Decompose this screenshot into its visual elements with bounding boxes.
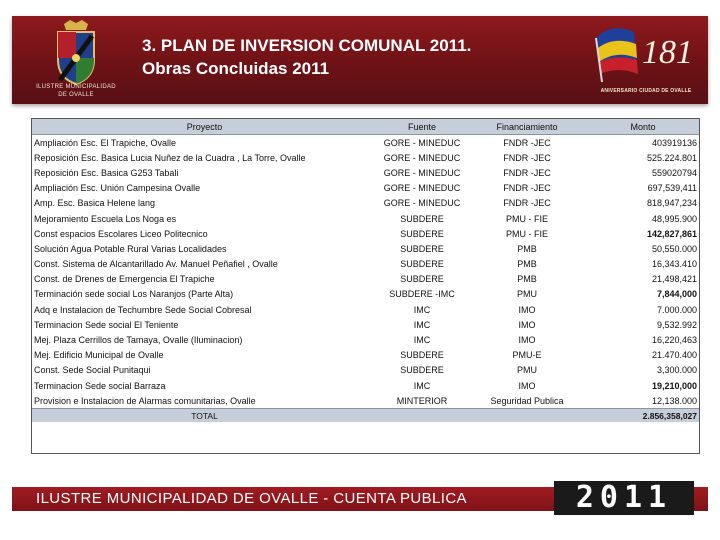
municipal-crest-logo [26, 20, 126, 102]
cell-fuente: GORE - MINEDUC [383, 152, 461, 163]
column-header: Fuente [377, 119, 467, 135]
cell-monto: 16,220,463 [651, 335, 697, 346]
cell-proyecto: Terminacion Sede social Barraza [34, 380, 166, 391]
cell-monto: 21.470.400 [651, 350, 697, 361]
column-header: Proyecto [32, 119, 377, 135]
table-row [32, 302, 699, 317]
cell-proyecto: Reposición Esc. Basica G253 Tabali [34, 167, 179, 178]
column-header: Monto [587, 119, 699, 135]
table-row [32, 393, 699, 409]
table-row [32, 135, 699, 151]
total-value: 2.856,358,027 [587, 409, 699, 423]
cell-monto: 7.000.000 [656, 304, 697, 315]
cell-fuente: SUBDERE [400, 228, 444, 239]
cell-proyecto: Terminación sede social Los Naranjos (Parte Alta) [34, 289, 234, 300]
cell-proyecto: Ampliación Esc. El Trapiche, Ovalle [34, 137, 177, 148]
cell-fuente: SUBDERE -IMC [389, 289, 455, 300]
table-row [32, 317, 699, 332]
total-row [32, 409, 699, 423]
shield-icon [26, 20, 126, 86]
cell-monto: 7,844,000 [656, 289, 697, 300]
cell-proyecto: Solución Agua Potable Rural Varias Localidades [34, 243, 227, 254]
table-row [32, 363, 699, 378]
cell-proyecto: Mej. Edificio Municipal de Ovalle [34, 350, 164, 361]
cell-financiamiento: PMU [517, 365, 537, 376]
cell-fuente: SUBDERE [400, 213, 444, 224]
cell-monto: 48,995.900 [651, 213, 697, 224]
cell-monto: 50,550.000 [651, 243, 697, 254]
header-banner [12, 16, 708, 104]
cell-financiamiento: IMO [518, 319, 536, 330]
cell-monto: 142,827,861 [646, 228, 697, 239]
cell-monto: 403919136 [651, 137, 697, 148]
table-row [32, 196, 699, 211]
cell-proyecto: Mejoramiento Escuela Los Noga es [34, 213, 177, 224]
cell-financiamiento: PMB [517, 243, 537, 254]
cell-financiamiento: FNDR -JEC [503, 167, 551, 178]
page-title: 3. PLAN DE INVERSION COMUNAL 2011. [142, 36, 472, 55]
cell-proyecto: Const. de Drenes de Emergencia El Trapiche [34, 274, 215, 285]
table-row [32, 150, 699, 165]
cell-proyecto: Ampliación Esc. Unión Campesina Ovalle [34, 183, 201, 194]
cell-proyecto: Terminacion Sede social El Teniente [34, 319, 179, 330]
cell-proyecto: Provision e Instalacion de Alarmas comunitarias, Ovalle [34, 395, 256, 406]
cell-fuente: SUBDERE [400, 350, 444, 361]
table-body [32, 135, 699, 423]
column-header: Financiamiento [467, 119, 587, 135]
table-row [32, 287, 699, 302]
cell-financiamiento: PMU-E [512, 350, 542, 361]
cell-financiamiento: FNDR -JEC [503, 198, 551, 209]
cell-financiamiento: IMO [518, 335, 536, 346]
cell-proyecto: Amp. Esc. Basica Helene lang [34, 198, 156, 209]
cell-financiamiento: FNDR -JEC [503, 137, 551, 148]
cell-financiamiento: FNDR -JEC [503, 183, 551, 194]
cell-fuente: SUBDERE [400, 365, 444, 376]
total-empty [377, 409, 587, 423]
cell-monto: 12,138.000 [651, 395, 697, 406]
cell-fuente: SUBDERE [400, 243, 444, 254]
cell-financiamiento: Seguridad Publica [490, 395, 564, 406]
cell-proyecto: Mej. Plaza Cerrillos de Tamaya, Ovalle (Iluminacion) [34, 335, 243, 346]
cell-fuente: IMC [413, 380, 431, 391]
cell-proyecto: Const espacios Escolares Liceo Politecnico [34, 228, 208, 239]
table-row [32, 211, 699, 226]
cell-financiamiento: FNDR -JEC [503, 152, 551, 163]
cell-monto: 21,498,421 [651, 274, 697, 285]
table-row [32, 241, 699, 256]
cell-fuente: IMC [413, 304, 431, 315]
cell-monto: 16,343.410 [651, 259, 697, 270]
cell-monto: 525.224.801 [646, 152, 697, 163]
cell-fuente: SUBDERE [400, 259, 444, 270]
table-row [32, 226, 699, 241]
table-row [32, 272, 699, 287]
table-row [32, 378, 699, 393]
cell-fuente: MINTERIOR [396, 395, 448, 406]
cell-fuente: GORE - MINEDUC [383, 167, 461, 178]
cell-monto: 697,539,411 [647, 183, 697, 194]
cell-financiamiento: IMO [518, 304, 536, 315]
cell-fuente: GORE - MINEDUC [383, 183, 461, 194]
anniversary-caption: ANIVERSARIO CIUDAD DE OVALLE [600, 88, 692, 94]
investment-table [31, 118, 700, 454]
table-row [32, 332, 699, 347]
logo-caption-line2: DE OVALLE [58, 92, 94, 98]
cell-financiamiento: IMO [518, 380, 536, 391]
cell-fuente: GORE - MINEDUC [383, 198, 461, 209]
cell-financiamiento: PMU [517, 289, 537, 300]
anniversary-number: 181 [642, 34, 693, 71]
cell-proyecto: Const. Sistema de Alcantarillado Av. Manuel Peñafiel , Ovalle [34, 259, 278, 270]
cell-fuente: SUBDERE [400, 274, 444, 285]
footer-banner [12, 480, 708, 515]
cell-monto: 818,947,234 [646, 198, 697, 209]
cell-monto: 3,300.000 [656, 365, 697, 376]
table-header-row [32, 119, 699, 135]
table-row [32, 257, 699, 272]
cell-fuente: IMC [413, 335, 431, 346]
footer-text: ILUSTRE MUNICIPALIDAD DE OVALLE - CUENTA PUBLICA [36, 490, 467, 507]
footer-year: 2011 [554, 481, 694, 515]
cell-proyecto: Adq e Instalacion de Techumbre Sede Social Cobresal [34, 304, 252, 315]
cell-monto: 559020794 [651, 167, 697, 178]
cell-fuente: IMC [413, 319, 431, 330]
logo-caption-line1: ILUSTRE MUNICIPALIDAD [36, 84, 116, 90]
cell-financiamiento: PMB [517, 259, 537, 270]
table-row [32, 348, 699, 363]
page-subtitle: Obras Concluidas 2011 [142, 59, 330, 78]
cell-financiamiento: PMU - FIE [506, 213, 548, 224]
total-label: TOTAL [32, 409, 377, 423]
cell-monto: 9,532.992 [656, 319, 697, 330]
table-row [32, 165, 699, 180]
cell-financiamiento: PMU - FIE [506, 228, 548, 239]
anniversary-logo [592, 18, 700, 102]
cell-proyecto: Const. Sede Social Punitaqui [34, 365, 151, 376]
cell-proyecto: Reposición Esc. Basica Lucia Nuñez de la Cuadra , La Torre, Ovalle [34, 152, 306, 163]
cell-fuente: GORE - MINEDUC [383, 137, 461, 148]
cell-financiamiento: PMB [517, 274, 537, 285]
table-row [32, 181, 699, 196]
cell-monto: 19,210,000 [651, 380, 697, 391]
